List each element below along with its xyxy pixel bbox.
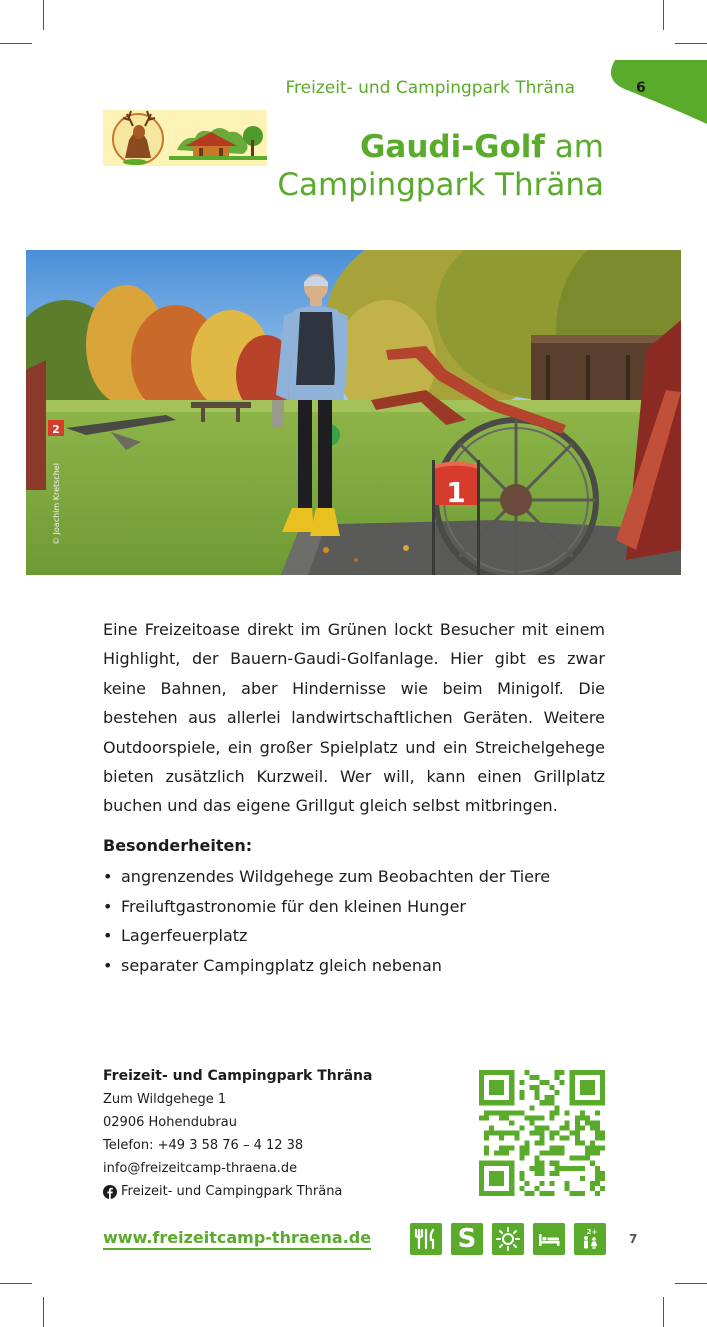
contact-facebook-link[interactable] bbox=[103, 1180, 372, 1203]
page-number-tab bbox=[607, 60, 707, 124]
contact-name: Freizeit- und Campingpark Thräna bbox=[103, 1068, 373, 1084]
title-line-2: Campingpark Thräna bbox=[277, 167, 604, 203]
amenity-icons bbox=[410, 1223, 606, 1255]
cutlery-icon bbox=[410, 1223, 442, 1255]
crop-mark bbox=[675, 1283, 707, 1284]
contact-street: Zum Wildgehege 1 bbox=[103, 1092, 227, 1107]
facebook-icon bbox=[103, 1185, 117, 1199]
page-title bbox=[277, 128, 604, 204]
deer-logo-icon bbox=[103, 110, 267, 166]
crop-mark bbox=[0, 43, 32, 44]
contact-email[interactable]: info@freizeitcamp-thraena.de bbox=[103, 1161, 298, 1176]
title-strong: Gaudi-Golf bbox=[359, 129, 545, 165]
facebook-label: Freizeit- und Campingpark Thräna bbox=[121, 1184, 343, 1199]
s-label: S bbox=[457, 1224, 477, 1254]
crop-mark bbox=[43, 1297, 44, 1327]
crop-mark bbox=[0, 1283, 32, 1284]
contact-block bbox=[103, 1064, 372, 1203]
crop-mark bbox=[675, 43, 707, 44]
contact-phone[interactable]: Telefon: +49 3 58 76 – 4 12 38 bbox=[103, 1138, 304, 1153]
feature-item: • angrenzendes Wildgehege zum Beobachten der Tiere bbox=[103, 862, 550, 892]
family-icon bbox=[574, 1223, 606, 1255]
header-kicker: Freizeit- und Campingpark Thräna bbox=[285, 78, 575, 98]
qr-code-icon bbox=[479, 1070, 605, 1196]
feature-item: • separater Campingplatz gleich nebenan bbox=[103, 951, 550, 981]
course-marker-label: 1 bbox=[446, 476, 466, 509]
page-tab-shape bbox=[607, 60, 707, 124]
park-logo bbox=[103, 110, 267, 166]
crop-mark bbox=[663, 0, 664, 30]
photo-credit: © Joachim Kretschel bbox=[52, 463, 61, 545]
family-label: 2+ bbox=[586, 1228, 598, 1236]
contact-city: 02906 Hohendubrau bbox=[103, 1115, 237, 1130]
features-heading: Besonderheiten: bbox=[103, 836, 253, 855]
crop-mark bbox=[663, 1297, 664, 1327]
qr-code[interactable] bbox=[479, 1070, 605, 1196]
side-marker-label: 2 bbox=[52, 423, 60, 436]
golf-course-photo bbox=[26, 250, 681, 575]
title-line-1 bbox=[277, 128, 604, 166]
page-number-right: 7 bbox=[629, 1232, 638, 1246]
sun-icon bbox=[492, 1223, 524, 1255]
features-list bbox=[103, 862, 550, 981]
crop-mark bbox=[43, 0, 44, 30]
hero-photo bbox=[26, 250, 681, 575]
page-number-left: 6 bbox=[636, 80, 646, 96]
title-rest: am bbox=[544, 129, 604, 165]
bed-icon bbox=[533, 1223, 565, 1255]
feature-item: • Lagerfeuerplatz bbox=[103, 921, 550, 951]
feature-item: • Freiluftgastronomie für den kleinen Hunger bbox=[103, 892, 550, 922]
description-text: Eine Freizeitoase direkt im Grünen lockt Besucher mit einem Highlight, der Bauern-Gaudi-Golfanlage. Hier gibt es zwar keine Bahnen, aber Hindernisse wie beim Minigolf. Die bestehen aus allerlei landwirtschaftlichen Geräten. Weitere Outdoorspiele, ein großer Spielplatz und ein Streichelgehege bieten zusätzlich Kurzweil. Wer will, kann einen Grillplatz buchen und das eigene Grillgut gleich selbst mitbringen. bbox=[103, 620, 605, 816]
website-link[interactable]: www.freizeitcamp-thraena.de bbox=[103, 1228, 371, 1250]
s-icon bbox=[451, 1223, 483, 1255]
